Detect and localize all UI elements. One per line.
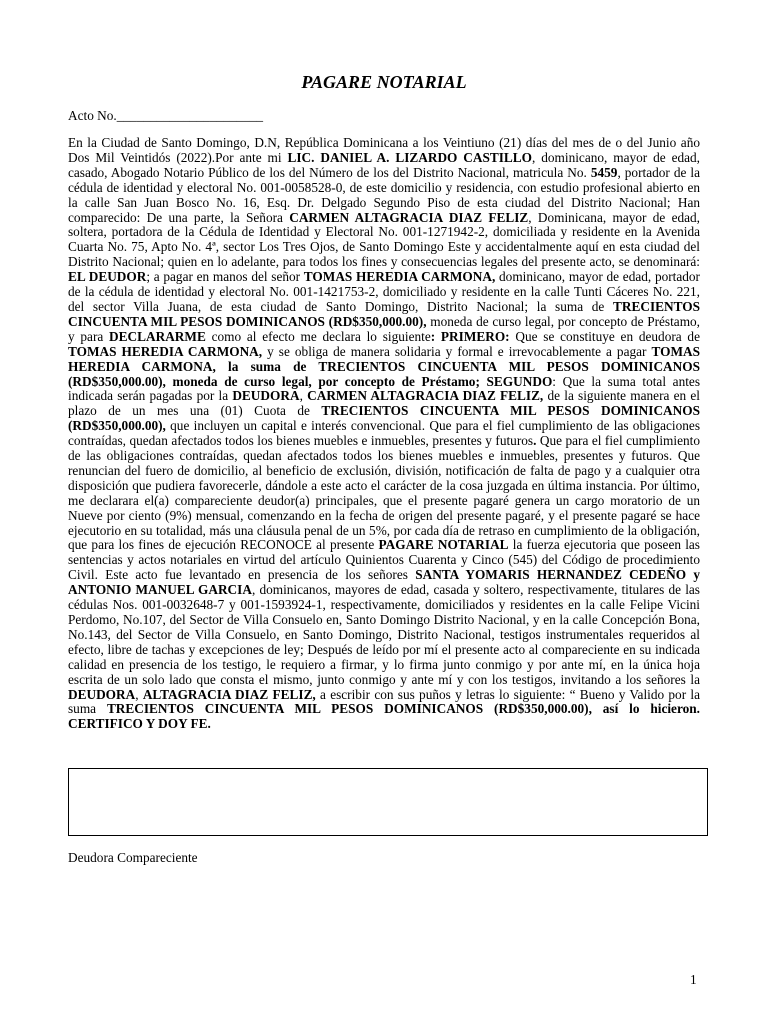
body-text-run: como al efecto me declara lo siguiente	[205, 328, 431, 344]
document-title: PAGARE NOTARIAL	[301, 72, 467, 92]
document-body	[68, 136, 700, 732]
body-bold-run: TOMAS HEREDIA CARMONA,	[303, 269, 496, 285]
body-text-run: Que para el fiel cumplimiento de las obligaciones contraídas, quedan afectados todos los bienes muebles e inmuebles, presentes y futuros. Que renuncian del fuero de domicilio, al beneficio de exclusión, división, notificación de falta de pago y a cualquier otra disposición que pudiera favorecerle, dándole a este acto el carácter de la cosa juzgada en última instancia. Por último, me declarara el(a) compareciente deudor(a) principales, que el presente pagaré genera un cargo moratorio de un Nueve por ciento (9%) mensual, comenzando en la fecha de origen del presente pagaré, y el presente pagaré se hace ejecutorio en su totalidad, más una cláusula penal de un 5%, por cada día de retraso en cumplimiento de la obligación, que para los fines de ejecución RECONOCE al presente	[68, 433, 700, 553]
body-bold-run: LIC. DANIEL A. LIZARDO CASTILLO	[287, 149, 533, 165]
body-text-run: Que se constituye en deudora de	[509, 328, 700, 344]
body-text-run: la fuerza ejecutoria que poseen las sentencias y actos notariales en virtud del artículo Quinientos Cuarenta y Cinco (545) del Código de procedimiento Civil. Este acto fue levantado en presencia de los señores	[68, 537, 700, 583]
body-bold-run: DECLARARME	[109, 328, 206, 344]
body-bold-run: : PRIMERO:	[430, 328, 510, 344]
body-text-run: ,	[135, 686, 143, 702]
body-bold-run: TRECIENTOS CINCUENTA MIL PESOS DOMINICANOS (RD$350,000.00), así lo hicieron. CERTIFICO Y DOY FE.	[68, 701, 700, 732]
body-bold-run: TRECIENTOS CINCUENTA MIL PESOS DOMINICANOS (RD$350,000.00),	[68, 298, 700, 329]
body-bold-run: TOMAS HEREDIA CARMONA, la suma de TRECIENTOS CINCUENTA MIL PESOS DOMINICANOS (RD$350,000.00), moneda de curso legal, por concepto de Préstamo; SEGUNDO	[68, 343, 700, 389]
page-number: 1	[690, 972, 697, 987]
body-text-run: a escribir con sus puños y letras lo siguiente: “ Bueno y Valido por la suma	[68, 686, 700, 717]
body-text-run: En la Ciudad de Santo Domingo, D.N, República Dominicana a los Veintiuno (21) días del mes de o del Junio año Dos Mil Veintidós (2022).Por ante mi	[68, 135, 700, 165]
acto-number-line: Acto No.______________________	[68, 108, 264, 123]
body-bold-run: DEUDORA	[232, 388, 300, 404]
signature-box	[68, 768, 708, 836]
body-bold-run: 5459	[590, 164, 618, 180]
body-bold-run: TRECIENTOS CINCUENTA MIL PESOS DOMINICANOS (RD$350,000.00),	[68, 403, 700, 434]
body-text-run: y se obliga de manera solidaria y formal e irrevocablemente a pagar	[262, 343, 652, 359]
body-text-run: , dominicanos, mayores de edad, casada y soltero, respectivamente, titulares de las cédulas Nos. 001-0032648-7 y 001-1593924-1, respectivamente, domiciliados y residentes en la calle Felipe Vicini Perdomo, No.107, del Sector de Villa Consuelo en, Santo Domingo Distrito Nacional, y en la calle Concepción Bona, No.143, del Sector de Villa Consuelo, en Santo Domingo, Distrito Nacional, testigos instrumentales requeridos al efecto, libre de tachas y excepciones de ley; Después de leído por mí el presente acto al compareciente en su indicada calidad en presencia de los testigo, le requiero a firmar, y lo firma junto conmigo y por ante mí, en la única hoja escrita de un solo lado que consta el mismo, junto conmigo y ante mí y con los testigos, invitando a los señores la	[68, 582, 700, 687]
signature-label: Deudora Compareciente	[68, 850, 198, 865]
body-text-run: , portador de la cédula de identidad y electoral No. 001-0058528-0, de este domicilio y residencia, con estudio profesional abierto en la calle San Juan Bosco No. 16, Esq. Dr. Delgado Segundo Piso de esta ciudad del Distrito Nacional; Han comparecido: De una parte, la Señora	[68, 164, 700, 225]
body-bold-run: DEUDORA	[68, 686, 136, 702]
body-text-run: de la siguiente manera en el plazo de un mes una (01) Cuota de	[68, 388, 700, 419]
body-bold-run: PAGARE NOTARIAL	[378, 537, 509, 553]
body-text-run: moneda de curso legal, por concepto de Préstamo, y para	[68, 313, 701, 344]
body-bold-run: CARMEN ALTAGRACIA DIAZ FELIZ,	[307, 388, 544, 404]
body-bold-run: TOMAS HEREDIA CARMONA,	[68, 343, 263, 359]
body-bold-run: CARMEN ALTAGRACIA DIAZ FELIZ	[289, 209, 529, 225]
body-bold-run: .	[533, 433, 537, 449]
body-bold-run: ALTAGRACIA DIAZ FELIZ,	[142, 686, 316, 702]
body-text-run: : Que la suma total antes indicada serán pagadas por la	[68, 373, 700, 404]
body-bold-run: SANTA YOMARIS HERNANDEZ CEDEÑO y ANTONIO MANUEL GARCIA	[68, 567, 700, 598]
body-text-run: que incluyen un capital e interés convencional. Que para el fiel cumplimiento de las obligaciones contraídas, quedan afectados todos los bienes muebles e inmuebles, presentes y futuros	[68, 418, 700, 449]
body-text-run: , dominicano, mayor de edad, casado, Abogado Notario Público de los del Número de los del Distrito Nacional, matricula No.	[68, 149, 700, 180]
body-text-run: dominicano, mayor de edad, portador de la cédula de identidad y electoral No. 001-1421753-2, domiciliado y residente en la calle Tunti Cáceres No. 221, del sector Villa Juana, de esta ciudad de Santo Domingo, Distrito Nacional; la suma de	[68, 269, 700, 314]
body-text-run: ; a pagar en manos del señor	[146, 269, 304, 285]
body-text-run: ,	[299, 388, 308, 404]
body-text-run: , Dominicana, mayor de edad, soltera, portadora de la Cédula de Identidad y Electoral No. 001-1271942-2, domiciliada y residente en la Avenida Cuarta No. 75, Apto No. 4ª, sector Los Tres Ojos, de Santo Domingo Este y accidentalmente aquí en esta ciudad del Distrito Nacional; quien en lo adelante, para todos los fines y consecuencias legales del presente acto, se denominará:	[68, 209, 700, 270]
body-bold-run: EL DEUDOR	[68, 269, 147, 285]
